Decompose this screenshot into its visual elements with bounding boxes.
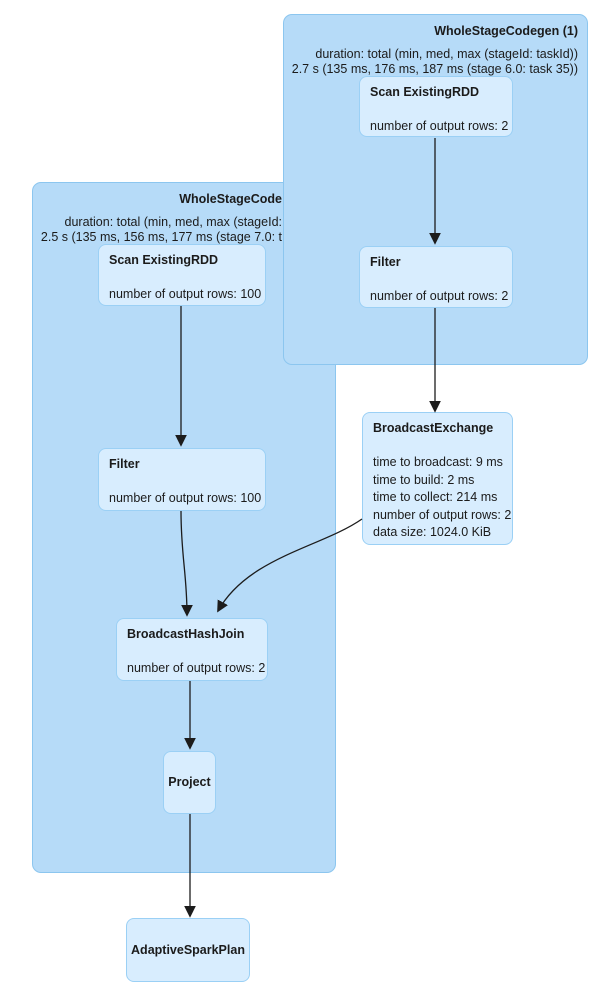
node-title: AdaptiveSparkPlan [131, 942, 245, 957]
node-metric: number of output rows: 100 [109, 287, 262, 301]
node-scan-existingrdd-right[interactable] [359, 76, 513, 137]
node-broadcasthashjoin[interactable] [116, 618, 268, 681]
node-metric: number of output rows: 100 [109, 491, 262, 505]
node-title: Scan ExistingRDD [370, 85, 480, 99]
node-title: Project [168, 775, 211, 789]
cluster-left-duration-value: 2.5 s (135 ms, 156 ms, 177 ms (stage 7.0: t [40, 230, 282, 244]
node-broadcastexchange[interactable] [362, 412, 513, 545]
cluster-right-title: WholeStageCodegen (1) [434, 24, 578, 38]
node-metric: time to broadcast: 9 ms [373, 455, 503, 469]
node-filter-left[interactable] [98, 448, 266, 511]
node-title: BroadcastHashJoin [127, 627, 245, 641]
node-project[interactable] [163, 751, 216, 814]
cluster-left-duration-label: duration: total (min, med, max (stageId: [64, 215, 282, 229]
node-metric: time to build: 2 ms [373, 472, 475, 487]
node-adaptivesparkplan[interactable] [126, 918, 250, 982]
node-title: Filter [109, 457, 140, 471]
node-metric: number of output rows: 2 [370, 289, 509, 303]
node-metric: number of output rows: 2 [127, 661, 266, 675]
node-metric: time to collect: 214 ms [373, 490, 498, 504]
node-metric: data size: 1024.0 KiB [373, 525, 492, 539]
node-title: BroadcastExchange [373, 421, 494, 435]
cluster-right-duration-label: duration: total (min, med, max (stageId: taskId)) [315, 47, 578, 61]
node-title: Filter [370, 255, 401, 269]
node-metric: number of output rows: 2 [373, 507, 512, 522]
node-scan-existingrdd-left[interactable] [98, 244, 266, 306]
node-title: Scan ExistingRDD [109, 253, 219, 267]
cluster-right-duration-value: 2.7 s (135 ms, 176 ms, 187 ms (stage 6.0: task 35)) [291, 62, 578, 76]
node-metric: number of output rows: 2 [370, 119, 509, 133]
node-filter-right[interactable] [359, 246, 513, 308]
cluster-left-title: WholeStageCode [179, 192, 282, 206]
cluster-wholestagecodegen-1 [283, 14, 588, 365]
